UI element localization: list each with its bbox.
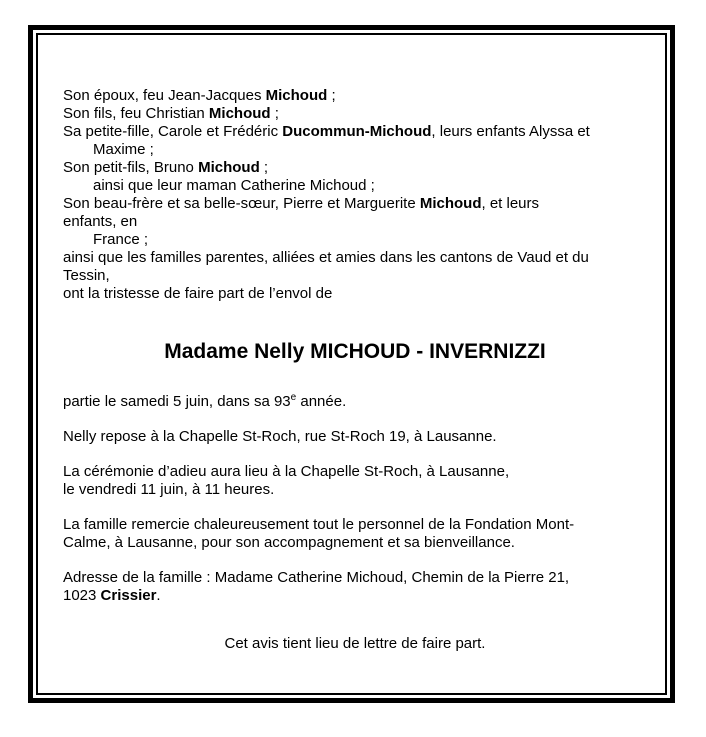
closing-line: Cet avis tient lieu de lettre de faire part. — [224, 635, 486, 652]
text-segment: Son beau-frère et sa belle-sœur, Pierre et Marguerite — [63, 195, 420, 212]
text-segment: Son époux, feu Jean-Jacques — [63, 87, 266, 104]
ceremony-line: La cérémonie d’adieu aura lieu à la Chapelle St-Roch, à Lausanne, — [63, 463, 510, 480]
surname-bold: Michoud — [419, 195, 482, 212]
surname-bold: Ducommun-Michoud — [282, 123, 432, 140]
genealogy-line — [63, 249, 647, 267]
genealogy-line-continuation — [63, 231, 647, 249]
closing-statement — [63, 635, 647, 653]
text-segment: . — [156, 587, 161, 604]
text-segment: Tessin, — [63, 267, 110, 284]
text-segment: 1023 — [63, 587, 101, 604]
family-address-paragraph — [63, 569, 647, 605]
deceased-name-title: Madame Nelly MICHOUD - INVERNIZZI — [164, 340, 546, 363]
genealogy-line — [63, 105, 647, 123]
thanks-paragraph — [63, 516, 647, 552]
thanks-line: La famille remercie chaleureusement tout le personnel de la Fondation Mont- — [63, 516, 575, 533]
ceremony-paragraph — [63, 463, 647, 499]
ordinal-superscript: e — [290, 392, 297, 403]
text-segment: ; — [327, 87, 336, 104]
text-segment: France ; — [93, 231, 149, 248]
departure-line — [63, 393, 647, 411]
surname-bold: Michoud — [265, 87, 328, 104]
text-segment: partie le samedi 5 juin, dans sa 93 — [63, 393, 291, 410]
genealogy-line — [63, 267, 647, 285]
text-segment: ; — [270, 105, 279, 122]
genealogy-line-continuation — [63, 177, 647, 195]
text-segment: ; — [259, 159, 269, 176]
text-segment: Sa petite-fille, Carole et Frédéric — [63, 123, 283, 140]
genealogy-line — [63, 123, 647, 141]
address-line: Adresse de la famille : Madame Catherine Michoud, Chemin de la Pierre 21, — [63, 569, 570, 586]
genealogy-line — [63, 87, 647, 105]
notice-inner-frame — [36, 33, 667, 695]
text-segment: année. — [296, 393, 347, 410]
text-segment: enfants, en — [63, 213, 138, 230]
repose-line: Nelly repose à la Chapelle St-Roch, rue St-Roch 19, à Lausanne. — [63, 428, 497, 445]
repose-paragraph — [63, 428, 647, 446]
genealogy-line — [63, 159, 647, 177]
thanks-line: Calme, à Lausanne, pour son accompagnement et sa bienveillance. — [63, 534, 515, 551]
family-genealogy-block — [63, 87, 647, 303]
genealogy-line — [63, 213, 647, 231]
text-segment: ont la tristesse de faire part de l’envol de — [63, 285, 333, 302]
genealogy-line-continuation — [63, 141, 647, 159]
text-segment: ainsi que les familles parentes, alliées et amies dans les cantons de Vaud et du — [63, 249, 589, 266]
text-segment: , et leurs — [481, 195, 540, 212]
departure-paragraph — [63, 393, 647, 411]
city-bold: Crissier — [100, 587, 157, 604]
text-segment: , leurs enfants Alyssa et — [431, 123, 590, 140]
genealogy-line — [63, 195, 647, 213]
genealogy-line — [63, 285, 647, 303]
ceremony-line: le vendredi 11 juin, à 11 heures. — [63, 481, 275, 498]
address-line — [63, 587, 647, 605]
surname-bold: Michoud — [198, 159, 260, 176]
text-segment: Maxime ; — [93, 141, 154, 158]
notice-frame — [28, 25, 675, 703]
text-segment: Son petit-fils, Bruno — [63, 159, 199, 176]
text-segment: Son fils, feu Christian — [63, 105, 209, 122]
surname-bold: Michoud — [208, 105, 271, 122]
text-segment: ainsi que leur maman Catherine Michoud ; — [93, 177, 375, 194]
